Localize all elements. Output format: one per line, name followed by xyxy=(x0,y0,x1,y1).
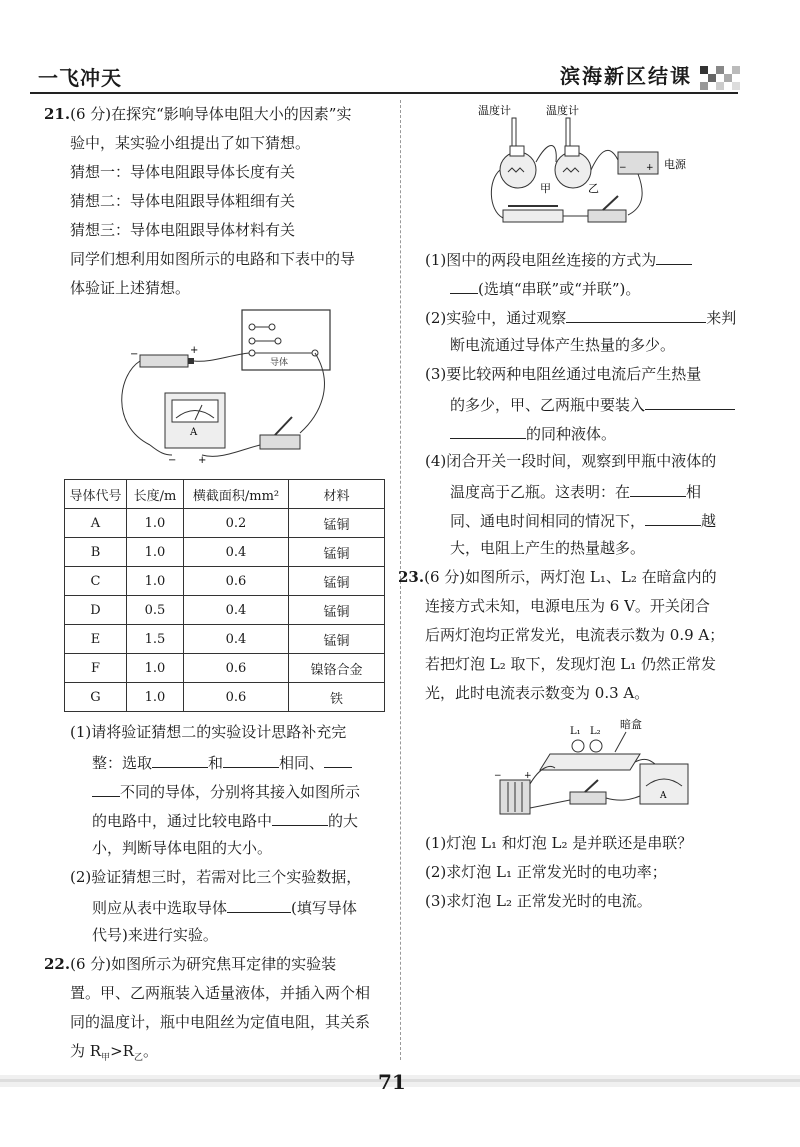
q21-circuit-figure xyxy=(110,305,335,470)
q22-sub4-line-3: 同、通电时间相同的情况下， 越 xyxy=(450,509,716,531)
q22-sub1-line-2: (选填“串联”或“并联”)。 xyxy=(450,277,640,299)
q23-sub3: (3)求灯泡 L₂ 正常发光时的电流。 xyxy=(425,892,652,910)
q22-sub4-line-1: (4)闭合开关一段时间，观察到甲瓶中液体的 xyxy=(425,452,717,470)
blank-3[interactable] xyxy=(324,751,352,768)
power-source-label: 电源 xyxy=(664,158,686,171)
q21-sub2-line-2: 则应从表中选取导体 (填写导体 xyxy=(92,896,357,918)
q21-sub2-line-3: 代号)来进行实验。 xyxy=(92,926,218,944)
q21-sub1-line-2: 整：选取 和 相同、 xyxy=(92,751,352,773)
q21-sub1-line-5: 小，判断导体电阻的大小。 xyxy=(92,839,273,857)
blank-1[interactable] xyxy=(152,751,208,768)
q22-sub3-line-1: (3)要比较两种电阻丝通过电流后产生热量 xyxy=(425,365,702,383)
q23-line-1: 23.(6 分)如图所示，两灯泡 L₁、L₂ 在暗盒内的 xyxy=(398,568,717,586)
dark-box-label: 暗盒 xyxy=(620,718,642,731)
table-row: C 1.0 0.6 锰铜 xyxy=(65,567,385,596)
svg-text:−: − xyxy=(619,163,627,173)
conductor-label: 导体 xyxy=(270,358,289,368)
svg-text:+: + xyxy=(190,345,199,356)
blank-7[interactable] xyxy=(566,306,706,323)
series-title: 滨海新区结课 xyxy=(560,64,692,88)
thermometer-label-1: 温度计 xyxy=(478,104,511,117)
q22-sub2-line-1: (2)实验中，通过观察 来判 xyxy=(425,306,736,328)
q21-sub1-line-1: (1)请将验证猜想二的实验设计思路补充完 xyxy=(70,723,347,741)
q23-sub1: (1)灯泡 L₁ 和灯泡 L₂ 是并联还是串联？ xyxy=(425,834,693,852)
q21-line-1: 21.(6 分)在探究“影响导体电阻大小的因素”实 xyxy=(44,105,352,123)
header-rule xyxy=(30,92,738,94)
q23-line-3: 后两灯泡均正常发光，电流表示数为 0.9 A； xyxy=(425,626,725,644)
q21-hypothesis-2: 猜想二：导体电阻跟导体粗细有关 xyxy=(70,192,296,210)
table-row: F 1.0 0.6 镍铬合金 xyxy=(65,654,385,683)
q23-sub2: (2)求灯泡 L₁ 正常发光时的电功率； xyxy=(425,863,667,881)
conductor-table xyxy=(64,479,385,712)
q23-line-5: 光，此时电流表示数变为 0.3 A。 xyxy=(425,684,650,702)
svg-text:+: + xyxy=(524,771,532,781)
blank-8[interactable] xyxy=(645,393,735,410)
header-length: 长度/m xyxy=(127,480,184,509)
q21-sub1-line-3: 不同的导体，分别将其接入如图所示 xyxy=(92,780,360,802)
q22-sub2-line-2: 断电流通过导体产生热量的多少。 xyxy=(450,336,676,354)
svg-text:−: − xyxy=(168,455,177,466)
header-material: 材料 xyxy=(289,480,385,509)
table-row: E 1.5 0.4 锰铜 xyxy=(65,625,385,654)
header-code: 导体代号 xyxy=(65,480,127,509)
q21-line-7: 体验证上述猜想。 xyxy=(70,279,191,297)
q23-line-2: 连接方式未知，电源电压为 6 V。开关闭合 xyxy=(425,597,710,615)
q22-sub4-line-2: 温度高于乙瓶。这表明：在 相 xyxy=(450,480,701,502)
book-title: 一飞冲天 xyxy=(38,66,122,90)
svg-text:+: + xyxy=(198,455,207,466)
q21-hypothesis-3: 猜想三：导体电阻跟导体材料有关 xyxy=(70,221,296,239)
svg-text:−: − xyxy=(494,771,502,781)
blank-6[interactable] xyxy=(656,248,692,265)
table-header-row xyxy=(65,480,385,509)
q22-sub4-line-4: 大，电阻上产生的热量越多。 xyxy=(450,539,646,557)
q21-sub2-line-1: (2)验证猜想三时，若需对比三个实验数据， xyxy=(70,868,362,886)
svg-text:+: + xyxy=(646,163,654,173)
table-row: B 1.0 0.4 锰铜 xyxy=(65,538,385,567)
bulb-l1-label: L₁ xyxy=(570,726,581,737)
q23-circuit-figure xyxy=(490,712,700,822)
table-row: G 1.0 0.6 铁 xyxy=(65,683,385,712)
q21-line-6: 同学们想利用如图所示的电路和下表中的导 xyxy=(70,250,356,268)
q22-joule-figure xyxy=(478,100,718,240)
q22-line-4: 为 $R_甲>R_乙$。 xyxy=(70,1042,158,1063)
table-row: D 0.5 0.4 锰铜 xyxy=(65,596,385,625)
thermometer-label-2: 温度计 xyxy=(546,104,579,117)
q22-sub3-line-2: 的多少，甲、乙两瓶中要装入 xyxy=(450,393,735,415)
q23-line-4: 若把灯泡 L₂ 取下，发现灯泡 L₁ 仍然正常发 xyxy=(425,655,717,673)
table-row: A 1.0 0.2 锰铜 xyxy=(65,509,385,538)
blank-10[interactable] xyxy=(645,509,701,526)
ammeter-a-label: A xyxy=(660,791,667,801)
svg-text:−: − xyxy=(130,349,139,360)
q21-line-2: 验中，某实验小组提出了如下猜想。 xyxy=(70,134,311,152)
blank-3b[interactable] xyxy=(92,780,120,797)
blank-8b[interactable] xyxy=(450,422,526,439)
q22-sub3-line-3: 的同种液体。 xyxy=(450,422,616,444)
q22-sub1-line-1: (1)图中的两段电阻丝连接的方式为 xyxy=(425,248,692,270)
q21-sub1-line-4: 的电路中，通过比较电路中 的大 xyxy=(92,809,358,831)
blank-4[interactable] xyxy=(272,809,328,826)
bottle-yi-label: 乙 xyxy=(588,182,599,195)
blank-5[interactable] xyxy=(227,896,291,913)
q21-hypothesis-1: 猜想一：导体电阻跟导体长度有关 xyxy=(70,163,296,181)
page-number: 71 xyxy=(378,1070,406,1094)
bulb-l2-label: L₂ xyxy=(590,726,601,737)
checker-decoration xyxy=(700,66,744,92)
blank-2[interactable] xyxy=(223,751,279,768)
blank-9[interactable] xyxy=(630,480,686,497)
q22-line-2: 置。甲、乙两瓶装入适量液体，并插入两个相 xyxy=(70,984,371,1002)
q22-line-3: 同的温度计，瓶中电阻丝为定值电阻，其关系 xyxy=(70,1013,371,1031)
ammeter-label: A xyxy=(190,427,198,438)
header-area: 横截面积/mm² xyxy=(184,480,289,509)
blank-6b[interactable] xyxy=(450,277,478,294)
bottle-jia-label: 甲 xyxy=(540,182,551,195)
q22-line-1: 22.(6 分)如图所示为研究焦耳定律的实验装 xyxy=(44,955,337,973)
